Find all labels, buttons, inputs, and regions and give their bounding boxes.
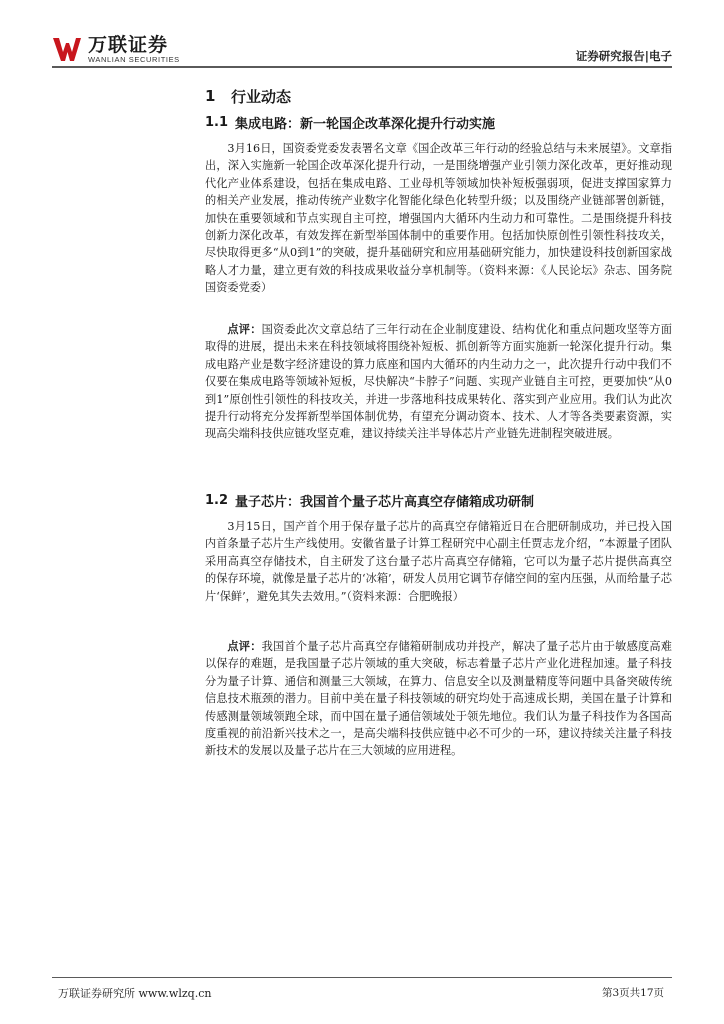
comment-paragraph bbox=[205, 638, 672, 760]
logo-english-name: WANLIAN SECURITIES bbox=[88, 54, 180, 64]
footer-source: 万联证券研究所 www.wlzq.cn bbox=[58, 987, 212, 1000]
report-content bbox=[205, 86, 672, 758]
report-type-label: 证券研究报告|电子 bbox=[575, 49, 672, 63]
section-number: 1 bbox=[205, 87, 216, 105]
news-paragraph: 3月16日，国资委党委发表署名文章《国企改革三年行动的经验总结与未来展望》。文章指出，深入实施新一轮国企改革深化提升行动，一是围绕增强产业引领力深化改革，更好推动现代化产业体系建设，包括在集成电路、工业母机等领域加快补短板强弱项，促进支撑国家算力的相关产业发展，推动传统产业数字化智能化绿色化转型升级；以及围绕产业链部署创新链，加快在重要领域和节点实现自主可控，增强国内大循环内生动力和可靠性。二是围绕提升科技创新力深化改革，有效发挥在新型举国体制中的重要作用。包括加快原创性引领性科技攻关，尽快取得更多“从0到1”的突破，提升基础研究和应用基础研究能力，加快建设科技创新国家战略人才力量，建立更有效的科技成果收益分享机制等。（资料来源：《人民论坛》杂志、国务院国资委党委） bbox=[205, 142, 672, 295]
section-heading bbox=[205, 86, 672, 106]
wanlian-logo-icon bbox=[52, 34, 82, 64]
subsection-number: 1.1 bbox=[205, 114, 229, 130]
header-divider bbox=[52, 66, 672, 68]
subsection-title: 量子芯片：我国首个量子芯片高真空存储箱成功研制 bbox=[235, 494, 535, 510]
subsection-title: 集成电路：新一轮国企改革深化提升行动实施 bbox=[235, 116, 496, 132]
comment-label: 点评： bbox=[227, 639, 262, 653]
page-number: 第3页共17页 bbox=[601, 987, 664, 999]
logo-chinese-name: 万联证券 bbox=[88, 33, 169, 56]
subsection-number: 1.2 bbox=[205, 492, 229, 508]
news-paragraph: 3月15日，国产首个用于保存量子芯片的高真空存储箱近日在合肥研制成功，并已投入国内首条量子芯片生产线使用。安徽省量子计算工程研究中心副主任贾志龙介绍，“本源量子团队采用高真空存储技术，自主研发了这台量子芯片高真空存储箱，它可以为量子芯片提供高真空的保存环境，就像是量子芯片的‘冰箱’，研发人员用它调节存储空间的室内压强，从而给量子芯片‘保鲜’，避免其失去效用。”（资料来源：合肥晚报） bbox=[205, 520, 672, 603]
section-title: 行业动态 bbox=[231, 87, 292, 106]
subsection-heading-1-1 bbox=[205, 112, 672, 132]
footer-divider bbox=[52, 977, 672, 978]
comment-text: 我国首个量子芯片高真空存储箱研制成功并投产，解决了量子芯片由于敏感度高难以保存的难题，是我国量子芯片领域的重大突破，标志着量子芯片产业化进程加速。量子科技分为量子计算、通信和测量三大领域，在算力、信息安全以及测量精度等问题中具备突破传统信息技术瓶颈的潜力。目前中美在量子科技领域的研究均处于高速成长期，美国在量子计算和传感测量领域领跑全球，而中国在量子通信领域处于领先地位。我们认为量子科技作为各国高度重视的前沿新兴技术之一，是高尖端科技供应链中必不可少的一环，建议持续关注量子科技新技术的发展以及量子芯片在三大领域的应用进程。 bbox=[205, 640, 672, 758]
comment-label: 点评： bbox=[227, 322, 262, 336]
comment-paragraph bbox=[205, 321, 672, 443]
comment-text: 国资委此次文章总结了三年行动在企业制度建设、结构优化和重点问题攻坚等方面取得的进展，提出未来在科技领域将围绕补短板、抓创新等方面实施新一轮深化提升行动。集成电路产业是数字经济建设的算力底座和国内大循环的内生动力之一，此次提升行动中我们不仅要在集成电路等领域补短板，尽快解决“卡脖子”问题、实现产业链自主可控，更要加快“从0到1”原创性引领性的科技攻关，并进一步落地科技成果转化、落实到产业应用。我们认为此次提升行动将充分发挥新型举国体制优势，有望充分调动资本、技术、人才等各类要素资源，实现高尖端科技供应链攻坚克难，建议持续关注半导体芯片产业链先进制程突破进展。 bbox=[205, 323, 672, 441]
brand-logo bbox=[52, 34, 180, 64]
subsection-heading-1-2 bbox=[205, 490, 672, 510]
